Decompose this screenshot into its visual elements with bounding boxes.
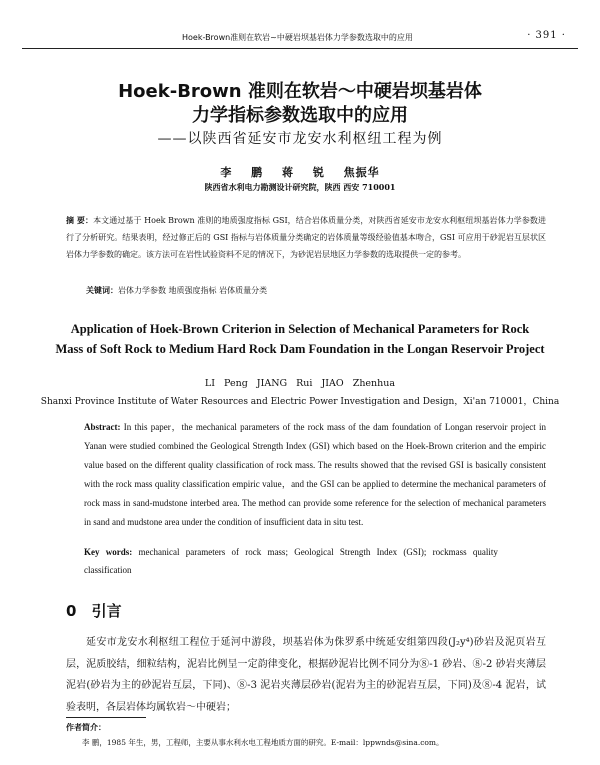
- page-number: · 391 ·: [527, 30, 566, 41]
- title-cn-line2: 力学指标参数选取中的应用: [192, 105, 408, 126]
- keywords-en-text: mechanical parameters of rock mass; Geological Strength Index (GSI); rockmass quality classification: [84, 547, 498, 575]
- abstract-cn-label: 摘 要：: [66, 215, 94, 225]
- intro-paragraph: 延安市龙安水利枢纽工程位于延河中游段，坝基岩体为侏罗系中统延安组第四段(J₂y⁴)砂岩及泥页岩互层，泥质胶结，细粒结构，泥岩比例呈一定韵律变化，根据砂泥岩比例不同分为⑧-1 砂岩、⑧-2 砂岩夹薄层泥岩(砂岩为主的砂泥岩互层，下同)、⑧-3 泥岩夹薄层砂岩(泥岩为主的砂泥岩互层，下同)及⑧-4 泥岩，试验表明，各层岩体均属软岩～中硬岩；: [66, 637, 546, 713]
- running-header-title: Hoek-Brown准则在软岩~中硬岩坝基岩体力学参数选取中的应用: [182, 33, 413, 42]
- footnote-label: 作者简介：: [66, 722, 106, 732]
- authors-en: LI Peng JIANG Rui JIAO Zhenhua: [204, 378, 396, 389]
- keywords-en: [84, 543, 546, 579]
- abstract-cn-text: 本文通过基于 Hoek Brown 准则的地质强度指标 GSI，结合岩体质量分类，对陕西省延安市龙安水利枢纽坝基岩体力学参数进行了分析研究。结果表明，经过修正后的 GSI 指标与岩体质量分类确定的岩体质量等级经验值基本吻合，GSI 可应用于砂泥岩互层状区岩体力学参数的确定。该方法可在岩性试验资料不足的情况下，为砂泥岩层地区力学参数的选取提供一定的参考。: [66, 216, 546, 259]
- keywords-en-label: Key words:: [84, 547, 133, 557]
- running-header: [22, 32, 578, 49]
- abstract-cn: [66, 212, 546, 263]
- title-en-line1: Application of Hoek-Brown Criterion in Selection of Mechanical Parameters for Rock: [70, 322, 530, 336]
- title-en-line2: Mass of Soft Rock to Medium Hard Rock Dam Foundation in the Longan Reservoir Project: [55, 342, 545, 356]
- affiliation-en: Shanxi Province Institute of Water Resources and Electric Power Investigation and Design，Xi'an 710001，China: [40, 397, 560, 407]
- footnote-rule: [66, 717, 146, 718]
- section-heading: [66, 600, 122, 621]
- section-title: 引言: [91, 602, 122, 620]
- affiliation-cn: 陕西省水利电力勘测设计研究院，陕西 西安 710001: [204, 182, 396, 192]
- authors-cn: 李 鹏 蒋 锐 焦振华: [220, 166, 380, 179]
- abstract-en: [84, 418, 546, 532]
- abstract-en-text: In this paper，the mechanical parameters of the rock mass of the dam foundation of Longan reservoir project in Yanan were studied combined the Geological Strength Index (GSI) which based on the Hoek-Brown criterion and the empiric value based on the different quality classification of rock mass. The results showed that the revised GSI is basically consistent with the rock mass quality classification empiric value，and the GSI can be applied to determine the mechanical parameters of rock mass in sand-mudstone interbed area. The method can provide some reference for the selection of mechanical parameters in sand and mudstone area under the condition of insufficient data in situ test.: [84, 422, 546, 527]
- section-number: 0: [66, 602, 77, 620]
- keywords-cn-text: 岩体力学参数 地质强度指标 岩体质量分类: [118, 286, 268, 295]
- keywords-cn-label: 关键词：: [86, 285, 118, 295]
- subtitle-cn: ——以陕西省延安市龙安水利枢纽工程为例: [157, 131, 443, 147]
- footnote-text: 李 鹏，1985 年生，男，工程师，主要从事水利水电工程地质方面的研究。E-mail：lppwnds@sina.com。: [82, 738, 444, 747]
- title-cn-line1: Hoek-Brown 准则在软岩～中硬岩坝基岩体: [118, 81, 482, 102]
- abstract-en-label: Abstract:: [84, 422, 121, 432]
- keywords-cn: [86, 283, 546, 298]
